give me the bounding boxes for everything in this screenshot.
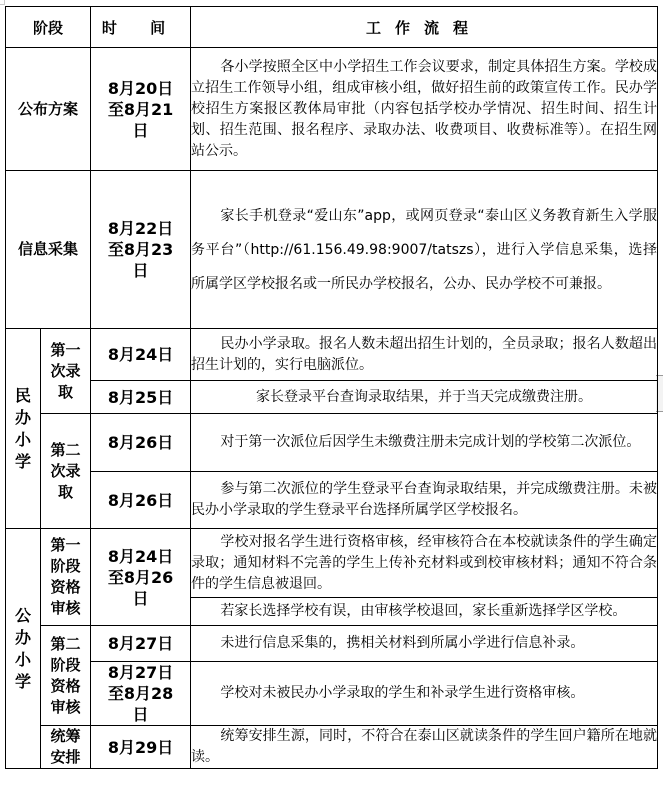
process-cell: 学校对未被民办小学录取的学生和补录学生进行资格审核。 — [191, 662, 658, 726]
table-row — [6, 329, 658, 381]
sub-stage-line: 资格 — [50, 676, 81, 695]
date-line: 8月27日 — [107, 634, 174, 653]
date-cell — [91, 48, 191, 171]
header-time: 时 间 — [91, 7, 191, 48]
date-line: 至8月28 — [107, 684, 174, 703]
sub-stage-line: 次录 — [50, 361, 81, 380]
date-line: 日 — [132, 120, 149, 140]
group-label: 民办小学 — [15, 385, 32, 471]
date-line: 8月22日 — [107, 219, 174, 238]
header-row — [6, 7, 658, 48]
sub-stage-cell — [41, 726, 91, 769]
header-process: 工作流程 — [191, 7, 658, 48]
group-cell-private — [6, 329, 41, 529]
process-cell: 未进行信息采集的，携相关材料到所属小学进行信息补录。 — [191, 626, 658, 662]
table-row — [6, 381, 658, 414]
table-row — [6, 726, 658, 769]
group-label: 公办小学 — [15, 605, 32, 691]
process-cell: 若家长选择学校有误，由审核学校退回，家长重新选择学区学校。 — [191, 598, 658, 626]
process-cell: 各小学按照全区中小学招生工作会议要求，制定具体招生方案。学校成立招生工作领导小组，组成审核小组，做好招生前的政策宣传工作。民办学校招生方案报区教体局审批（内容包括学校办学情况、招生时间、招生计划、招生范围、报名程序、录取办法、收费项目、收费标准等）。在招生网站公示。 — [191, 48, 658, 171]
header-stage: 阶段 — [6, 7, 91, 48]
date-line: 至8月23 — [107, 240, 174, 259]
sub-stage-line: 安排 — [50, 748, 81, 766]
sub-stage-line: 阶段 — [50, 655, 81, 674]
table-row — [6, 529, 658, 598]
sub-stage-line: 次录 — [50, 461, 81, 480]
sub-stage-line: 阶段 — [50, 557, 81, 575]
date-line: 日 — [132, 705, 149, 724]
enrollment-schedule-table — [5, 6, 658, 769]
sub-stage-line: 第一 — [50, 340, 81, 359]
date-cell: 8月25日 — [91, 381, 191, 414]
date-line: 至8月26 — [107, 567, 174, 587]
sub-stage-cell — [41, 626, 91, 726]
table-row — [6, 48, 658, 171]
date-cell — [91, 662, 191, 726]
table-row — [6, 626, 658, 662]
page-corner-mark — [0, 0, 5, 5]
date-line: 至8月21 — [107, 99, 174, 119]
sub-stage-line: 审核 — [50, 697, 81, 716]
sub-stage-line: 统筹 — [50, 727, 81, 745]
table-row — [6, 662, 658, 726]
stage-cell: 信息采集 — [6, 171, 91, 329]
process-cell: 学校对报名学生进行资格审核，经审核符合在本校就读条件的学生确定录取；通知材料不完善的学生上传补充材料或到校审核材料；通知不符合条件的学生信息被退回。 — [191, 529, 658, 598]
sub-stage-line: 取 — [58, 482, 74, 501]
date-line: 日 — [132, 261, 149, 280]
date-cell — [91, 529, 191, 626]
date-cell — [91, 626, 191, 662]
sub-stage-cell — [41, 529, 91, 626]
stage-cell: 公布方案 — [6, 48, 91, 171]
sub-stage-line: 第二 — [50, 634, 81, 653]
process-cell: 家长登录平台查询录取结果，并于当天完成缴费注册。 — [191, 381, 658, 414]
sub-stage-cell — [41, 329, 91, 414]
process-cell: 家长手机登录“爱山东”app，或网页登录“泰山区义务教育新生入学服务平台”（http://61.156.49.98:9007/tatszs），进行入学信息采集，选择所属学区学校报名或一所民办学校报名，公办、民办学校不可兼报。 — [191, 171, 658, 329]
sub-stage-cell — [41, 414, 91, 529]
sub-stage-line: 审核 — [50, 599, 81, 617]
process-cell: 对于第一次派位后因学生未缴费注册未完成计划的学校第二次派位。 — [191, 414, 658, 472]
date-cell: 8月29日 — [91, 726, 191, 769]
date-line: 8月20日 — [107, 78, 174, 98]
date-cell: 8月24日 — [91, 329, 191, 381]
table-row — [6, 414, 658, 472]
sub-stage-line: 第二 — [50, 440, 81, 459]
sub-stage-line: 取 — [58, 382, 74, 401]
date-cell: 8月26日 — [91, 414, 191, 472]
sub-stage-line: 第一 — [50, 536, 81, 554]
process-cell: 参与第二次派位的学生登录平台查询录取结果，并完成缴费注册。未被民办小学录取的学生登录平台选择所属学区学校报名。 — [191, 472, 658, 529]
sub-stage-line: 资格 — [50, 578, 81, 596]
date-cell — [91, 171, 191, 329]
date-line: 8月27日 — [107, 663, 174, 682]
process-cell: 统筹安排生源，同时，不符合在泰山区就读条件的学生回户籍所在地就读。 — [191, 726, 658, 769]
date-line: 8月24日 — [107, 546, 174, 566]
group-cell-public — [6, 529, 41, 769]
date-cell: 8月26日 — [91, 472, 191, 529]
table-row — [6, 472, 658, 529]
table-row — [6, 171, 658, 329]
date-line: 日 — [132, 588, 149, 608]
process-cell: 民办小学录取。报名人数未超出招生计划的，全员录取；报名人数超出招生计划的，实行电脑派位。 — [191, 329, 658, 381]
